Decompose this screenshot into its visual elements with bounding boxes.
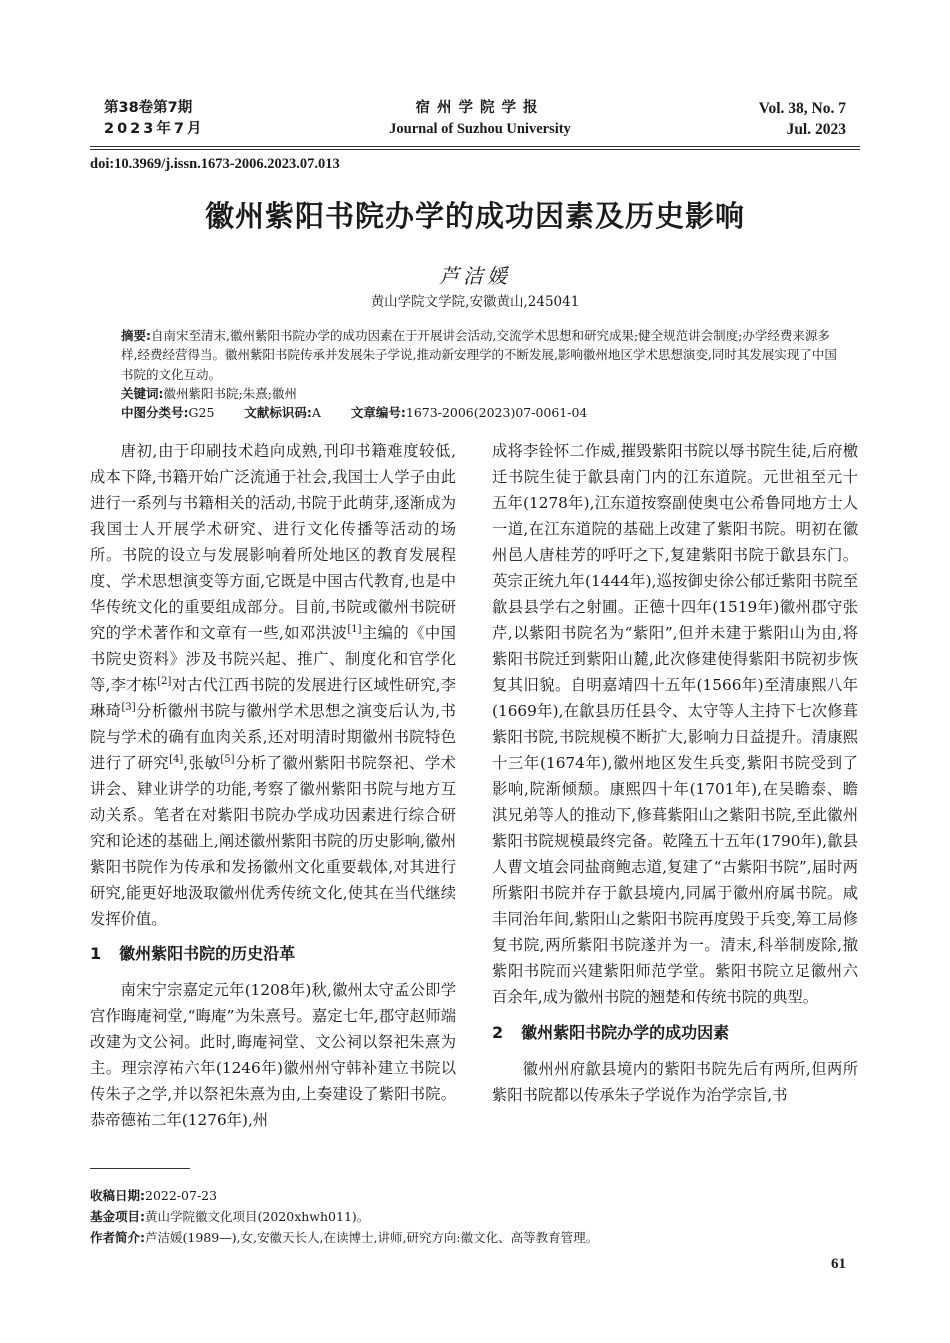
body-paragraph: 徽州州府歙县境内的紫阳书院先后有两所,但两所紫阳书院都以传承朱子学说作为治学宗旨,书 (492, 1060, 858, 1104)
date-cn: 2023年7月 (104, 121, 205, 137)
section-heading-1: 1 徽州紫阳书院的历史沿革 (90, 944, 296, 963)
citation-ref[interactable]: [5] (220, 753, 235, 765)
abstract-block (121, 326, 841, 422)
citation-ref[interactable]: [4] (169, 753, 184, 765)
volume-issue-cn: 第38卷第7期 (104, 100, 193, 116)
received-date: 收稿日期:2022-07-23 (90, 1188, 218, 1203)
citation-ref[interactable]: [2] (157, 675, 172, 687)
abstract: 摘要:自南宋至清末,徽州紫阳书院办学的成功因素在于开展讲会活动,交流学术思想和研究成果;健全规范讲会制度;办学经费来源多样,经费经营得当。徽州紫阳书院传承并发展朱子学说,推动新安理学的不断发展,影响徽州地区学术思想演变,同时其发展实现了中国书院的文化互动。 (121, 328, 837, 382)
left-column (90, 438, 456, 1133)
keywords: 关键词:徽州紫阳书院;朱熹;徽州 (121, 385, 297, 401)
date-en: Jul. 2023 (786, 121, 846, 138)
fund-info: 基金项目:黄山学院徽文化项目(2020xhwh011)。 (90, 1209, 370, 1224)
page-number: 61 (831, 1256, 846, 1272)
citation-ref[interactable]: [1] (347, 623, 362, 635)
header-rule (90, 146, 860, 147)
footnotes (90, 1185, 598, 1248)
article-title: 徽州紫阳书院办学的成功因素及历史影响 (204, 199, 745, 233)
classification-line: 中图分类号:G25 文献标识码:A 文章编号:1673-2006(2023)07-0061-04 (121, 405, 588, 421)
body-paragraph: 唐初,由于印刷技术趋向成熟,刊印书籍难度较低,成本下降,书籍开始广泛流通于社会,我国士人学子由此进行一系列与书籍相关的活动,书院于此萌芽,逐渐成为我国士人开展学术研究、进行文化传播等活动的场所。书院的设立与发展影响着所处地区的教育发展程度、学术思想演变等方面,它既是中国古代教育,也是中华传统文化的重要组成部分。目前,书院或徽州书院研究的学术著作和文章有一些,如邓洪波[1]主编的《中国书院史资料》涉及书院兴起、推广、制度化和官学化等,李才栋[2]对古代江西书院的发展进行区域性研究,李琳琦[3]分析徽州书院与徽州学术思想之演变后认为,书院与学术的确有血肉关系,还对明清时期徽州书院特色进行了研究[4],张敏[5]分析了徽州紫阳书院祭祀、学术讲会、肄业讲学的功能,考察了徽州紫阳书院与地方互动关系。笔者在对紫阳书院办学成功因素进行综合研究和论述的基础上,阐述徽州紫阳书院的历史影响,徽州紫阳书院作为传承和发扬徽州文化重要载体,对其进行研究,能更好地汲取徽州优秀传统文化,使其在当代继续发挥价值。 (90, 442, 456, 928)
body-paragraph: 成将李铨怀二作威,摧毁紫阳书院以辱书院生徒,后府檄迁书院生徒于歙县南门内的江东道院。元世祖至元十五年(1278年),江东道按察副使奥屯公希鲁同地方士人一道,在江东道院的基础上改建了紫阳书院。明初在徽州邑人唐桂芳的呼吁之下,复建紫阳书院于歙县东门。英宗正统九年(1444年),巡按御史徐公郁迁紫阳书院至歙县县学右之射圃。正德十四年(1519年)徽州郡守张芹,以紫阳书院名为“紫阳”,但并未建于紫阳山为由,将紫阳书院迁到紫阳山麓,此次修建使得紫阳书院初步恢复其旧貌。自明嘉靖四十五年(1566年)至清康熙八年(1669年),在歙县历任县令、太守等人主持下七次修葺紫阳书院,书院规模不断扩大,影响力日益提升。清康熙十三年(1674年),徽州地区发生兵变,紫阳书院受到了影响,院渐倾颓。康熙四十年(1701年),在吴瞻泰、瞻淇兄弟等人的推动下,修葺紫阳山之紫阳书院,至此徽州紫阳书院规模最终完备。乾隆五十五年(1790年),歙县人曹文埴会同盐商鲍志道,复建了“古紫阳书院”,届时两所紫阳书院并存于歙县境内,同属于徽州府属书院。咸丰同治年间,紫阳山之紫阳书院再度毁于兵变,筹工局修复书院,两所紫阳书院遂并为一。清末,科举制废除,撤紫阳书院而兴建紫阳师范学堂。紫阳书院立足徽州六百余年,成为徽州书院的翘楚和传统书院的典型。 (492, 442, 858, 1006)
footnote-rule (90, 1168, 190, 1169)
header-volume-en (759, 98, 846, 140)
citation-ref[interactable]: [3] (121, 701, 136, 713)
author-bio: 作者简介:芦洁媛(1989—),女,安徽天长人,在读博士,讲师,研究方向:徽文化、高等教育管理。 (90, 1230, 599, 1245)
header-rule (90, 149, 860, 150)
journal-name-en: Journal of Suzhou University (389, 121, 571, 137)
journal-name-cn: 宿州学院学报 (415, 100, 545, 116)
affiliation: 黄山学院文学院,安徽黄山,245041 (370, 294, 580, 310)
header-volume-cn (104, 98, 204, 140)
right-column (492, 438, 858, 1108)
body-paragraph: 南宋宁宗嘉定元年(1208年)秋,徽州太守孟公即学宫作晦庵祠堂,“晦庵”为朱熹号。嘉定七年,郡守赵师端改建为文公祠。此时,晦庵祠堂、文公祠以祭祀朱熹为主。理宗淳祐六年(1246年)徽州州守韩补建立书院以传朱子之学,并以祭祀朱熹为由,上奏建设了紫阳书院。恭帝德祐二年(1276年),州 (90, 981, 456, 1129)
section-heading-2: 2 徽州紫阳书院办学的成功因素 (492, 1023, 730, 1042)
author-name: 芦洁媛 (439, 264, 511, 288)
header-journal (330, 98, 630, 140)
volume-issue-en: Vol. 38, No. 7 (758, 100, 846, 117)
doi: doi:10.3969/j.issn.1673-2006.2023.07.013 (90, 156, 340, 172)
